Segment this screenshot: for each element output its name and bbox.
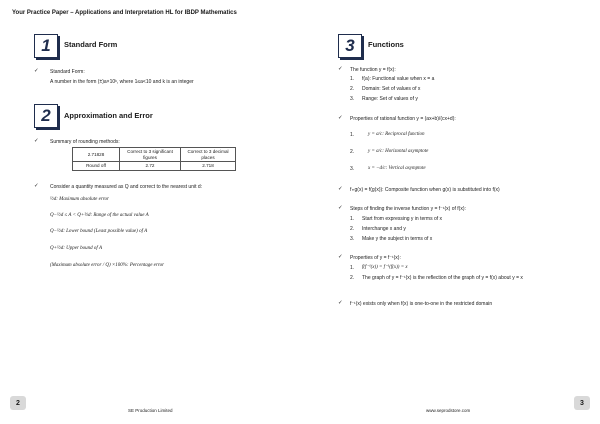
table-cell: Correct to 3 significant figures <box>120 148 181 162</box>
list-number: 1. <box>350 76 355 82</box>
function-item: Domain: Set of values of x <box>362 86 421 92</box>
inverse-intro: Steps of finding the inverse function y = f⁻¹(x) of f(x): <box>350 206 466 212</box>
section-title-standard-form: Standard Form <box>64 40 118 49</box>
check-icon: ✓ <box>34 68 39 74</box>
rational-intro: Properties of rational function y = (ax+b)/(cx+d): <box>350 116 456 122</box>
list-number: 1. <box>350 265 355 271</box>
rational-item: x = −d/c: Vertical asymptote <box>368 166 426 171</box>
inverse-step: Interchange x and y <box>362 226 406 232</box>
check-icon: ✓ <box>338 205 343 211</box>
function-item: Range: Set of values of y <box>362 96 418 102</box>
inverse-existence: f⁻¹(x) exists only when f(x) is one-to-one in the restricted domain <box>350 301 493 307</box>
list-number: 2. <box>350 149 355 155</box>
inverse-property: f(f⁻¹(x)) = f⁻¹(f(x)) = x <box>362 265 408 270</box>
inverse-step: Start from expressing y in terms of x <box>362 216 443 222</box>
inverse-step: Make y the subject in terms of x <box>362 236 433 242</box>
list-number: 2. <box>350 226 355 232</box>
function-intro: The function y = f(x): <box>350 67 396 73</box>
section-title-functions: Functions <box>368 40 404 49</box>
list-number: 1. <box>350 216 355 222</box>
list-number: 3. <box>350 96 355 102</box>
rounding-table <box>72 147 236 171</box>
list-number: 2. <box>350 275 355 281</box>
standard-form-label: Standard Form: <box>50 69 85 75</box>
rational-item: y = a/c: Reciprocal function <box>368 132 425 137</box>
rational-item: y = a/c: Horizontal asymptote <box>368 149 429 154</box>
section-title-approximation: Approximation and Error <box>64 111 153 120</box>
table-cell: Round off <box>73 162 120 171</box>
inverse-property: The graph of y = f⁻¹(x) is the reflection of the graph of y = f(x) about y = x <box>362 275 523 281</box>
quantity-intro: Consider a quantity measured as Q and correct to the nearest unit d: <box>50 184 203 190</box>
list-number: 3. <box>350 236 355 242</box>
check-icon: ✓ <box>338 115 343 121</box>
footer-website: www.seprodstore.com <box>426 408 471 413</box>
check-icon: ✓ <box>338 66 343 72</box>
page-number-left: 2 <box>10 396 26 410</box>
rounding-summary-title: Summary of rounding methods: <box>50 139 120 145</box>
right-page <box>300 0 600 424</box>
error-item: Q+½d: Upper bound of A <box>50 246 103 251</box>
table-cell: 2.71828 <box>73 148 120 162</box>
inverse-properties-intro: Properties of y = f⁻¹(x): <box>350 255 401 261</box>
error-item: (Maximum absolute error / Q) ×100%: Percentage error <box>50 263 165 268</box>
list-number: 3. <box>350 166 355 172</box>
error-item: Q−½d ≤ A < Q+½d: Range of the actual value A <box>50 213 149 218</box>
table-cell: 2.718 <box>181 162 236 171</box>
footer-publisher: SE Production Limited <box>128 408 173 413</box>
check-icon: ✓ <box>338 254 343 260</box>
check-icon: ✓ <box>338 186 343 192</box>
section-number-1: 1 <box>34 34 58 58</box>
paper-header: Your Practice Paper – Applications and Interpretation HL for IBDP Mathematics <box>12 10 237 16</box>
error-item: Q−½d: Lower bound (Least possible value) of A <box>50 229 148 234</box>
list-number: 2. <box>350 86 355 92</box>
composite-function: f∘g(x) = f(g(x)): Composite function when g(x) is substituted into f(x) <box>350 187 500 193</box>
function-item: f(a): Functional value when x = a <box>362 76 435 82</box>
check-icon: ✓ <box>34 183 39 189</box>
check-icon: ✓ <box>338 300 343 306</box>
section-number-2: 2 <box>34 104 58 128</box>
table-cell: 2.72 <box>120 162 181 171</box>
table-row <box>73 162 236 171</box>
check-icon: ✓ <box>34 138 39 144</box>
section-number-3: 3 <box>338 34 362 58</box>
table-row <box>73 148 236 162</box>
error-item: ½d: Maximum absolute error <box>50 197 109 202</box>
standard-form-definition: A number in the form (±)a×10ᵏ, where 1≤a<10 and k is an integer <box>50 79 194 85</box>
list-number: 1. <box>350 132 355 138</box>
page-number-right: 3 <box>574 396 590 410</box>
table-cell: Correct to 3 decimal places <box>181 148 236 162</box>
